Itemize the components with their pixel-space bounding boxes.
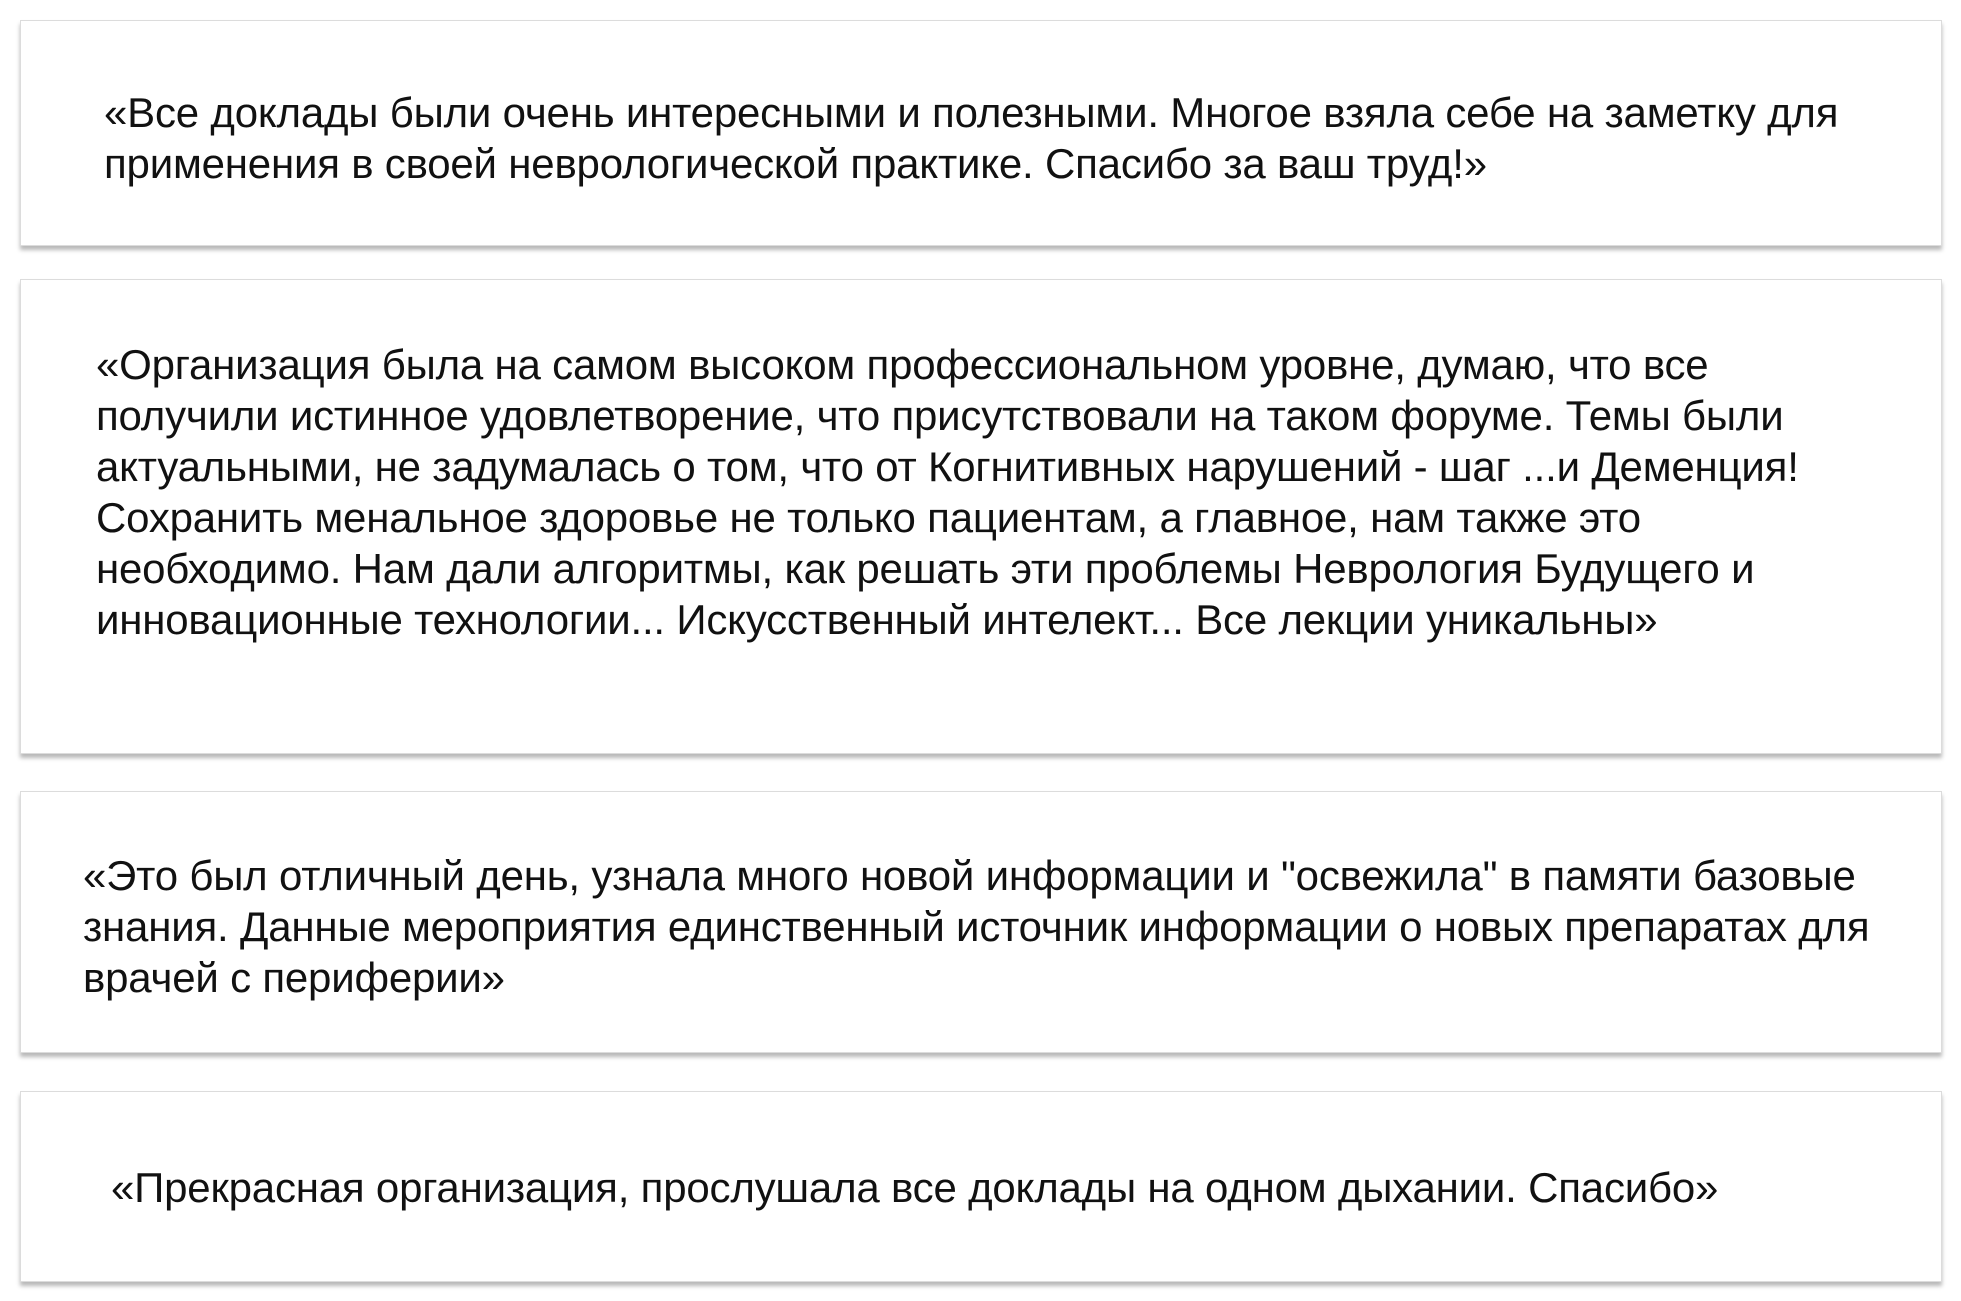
review-card — [20, 279, 1942, 754]
review-text: «Все доклады были очень интересными и полезными. Многое взяла себе на заметку для применения в своей неврологической практике. Спасибо за ваш труд!» — [104, 89, 1839, 187]
review-card — [20, 20, 1942, 246]
review-text: «Организация была на самом высоком профессиональном уровне, думаю, что все получили истинное удовлетворение, что присутствовали на таком форуме. Темы были актуальными, не задумалась о том, что от Когнитивных нарушений - шаг ...и Деменция! Сохранить менальное здоровье не только пациентам, а главное, нам также это необходимо. Нам дали алгоритмы, как решать эти проблемы Неврология Будущего и инновационные технологии... Искусственный интелект... Все лекции уникальны» — [96, 341, 1799, 643]
review-text: «Это был отличный день, узнала много новой информации и "освежила" в памяти базовые знания. Данные мероприятия единственный источник информации о новых препаратах для врачей с периферии» — [83, 852, 1870, 1001]
review-card — [20, 791, 1942, 1053]
review-text: «Прекрасная организация, прослушала все доклады на одном дыхании. Спасибо» — [111, 1164, 1719, 1211]
review-card — [20, 1091, 1942, 1282]
